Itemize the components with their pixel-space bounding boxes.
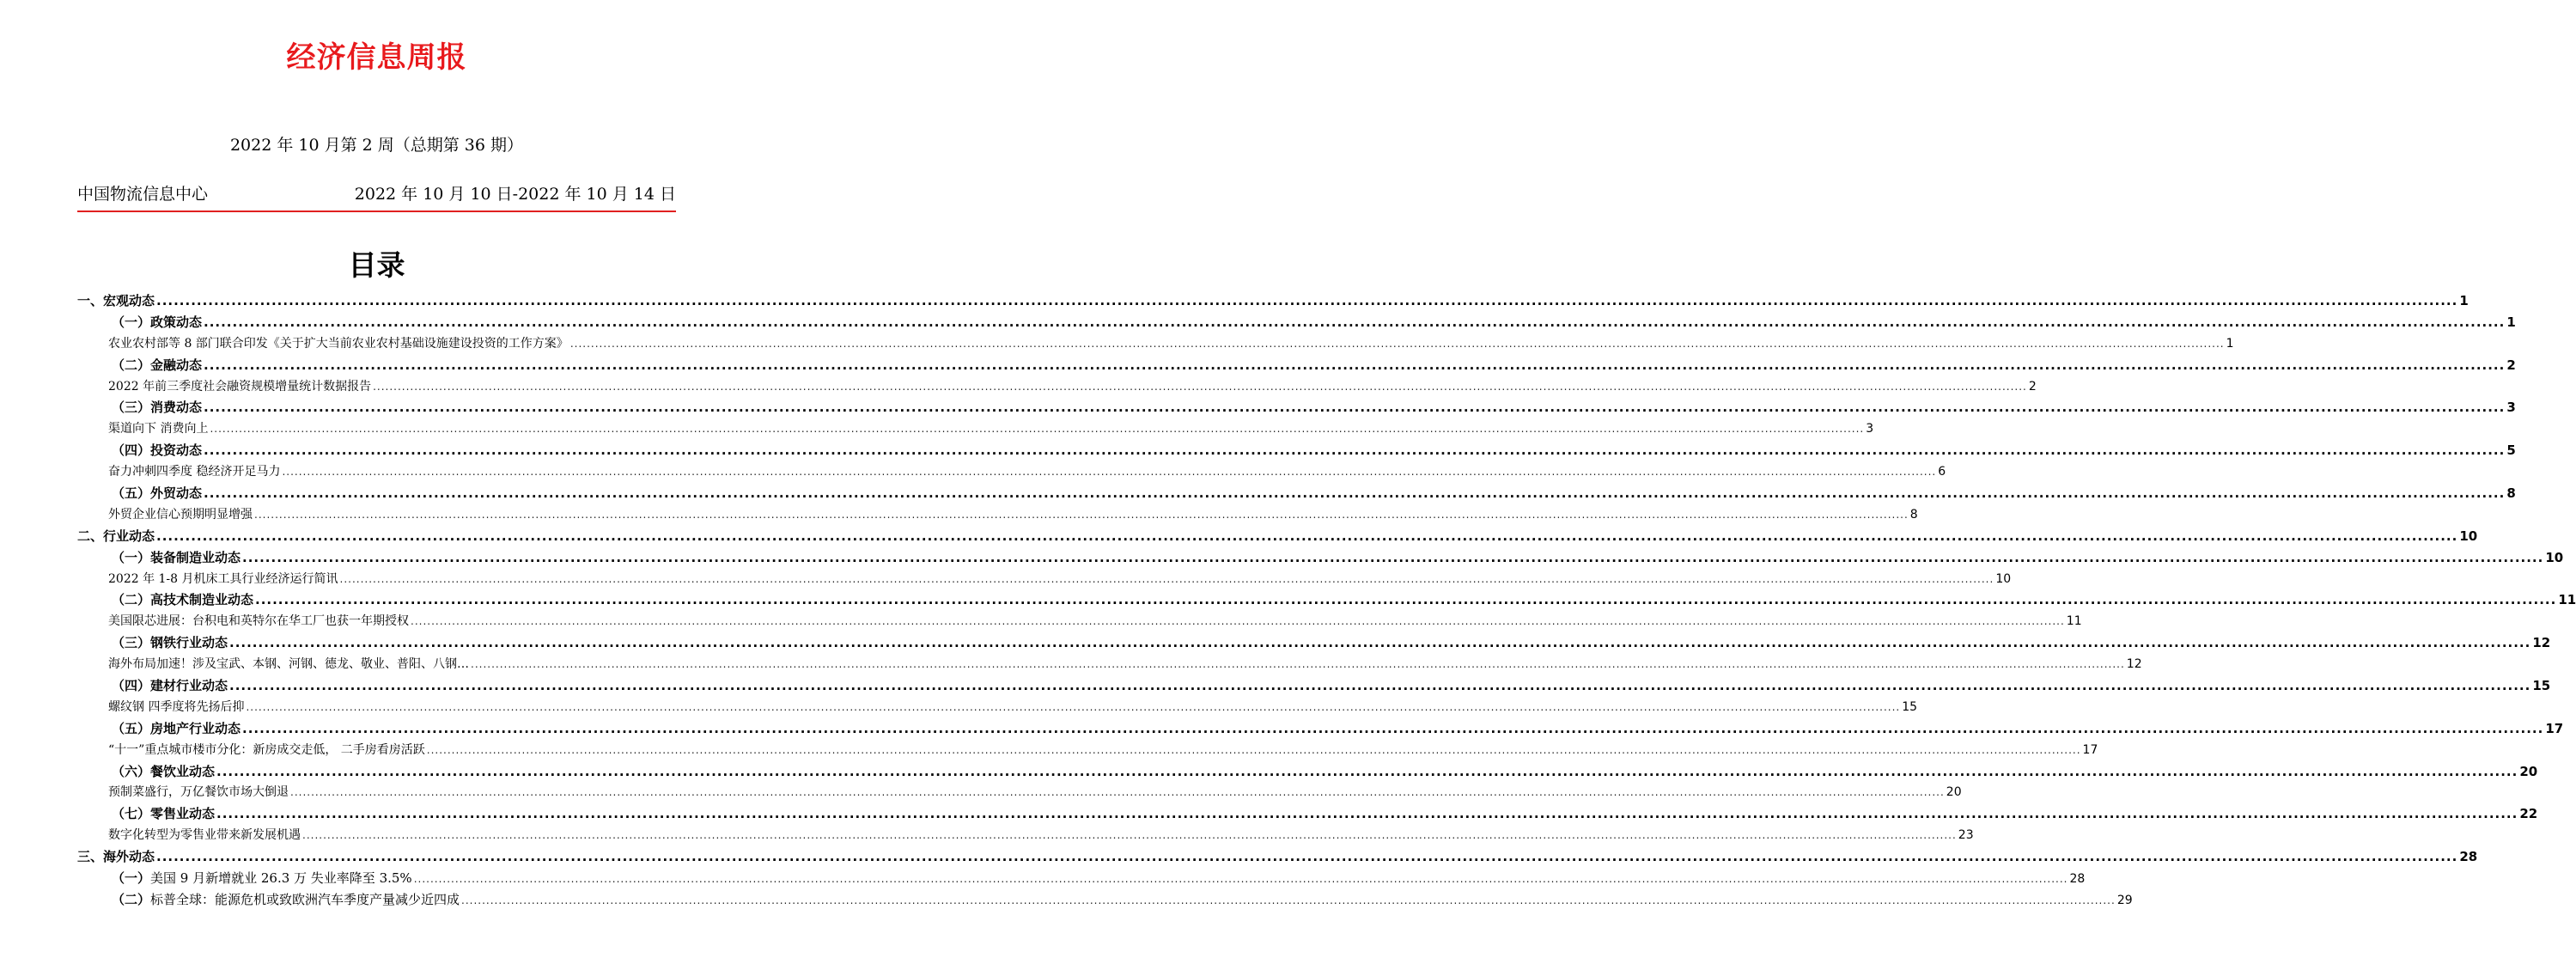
toc-page-number: 2 xyxy=(2028,379,2037,394)
toc-page-number: 1 xyxy=(2506,314,2516,330)
dot-leader: ................................................................................................................................................................................................................................................................................................................................................................................................................ xyxy=(569,337,2225,350)
toc-entry-label: （七）零售业动态 xyxy=(112,806,216,822)
toc-page-number: 20 xyxy=(1946,785,1962,800)
toc-entry-label: 螺纹钢 四季度将先扬后抑 xyxy=(108,699,245,714)
toc-entry[interactable] xyxy=(77,313,2516,334)
dot-leader: ................................................................................................................................................................................................................................................................................................................................................................................................................ xyxy=(204,400,2506,416)
table-of-contents xyxy=(77,291,2576,912)
toc-entry-text: 标普全球：能源危机或致欧洲汽车季度产量减少近四成 xyxy=(150,891,460,907)
toc-entry-label: （五）房地产行业动态 xyxy=(112,720,241,736)
toc-entry[interactable] xyxy=(77,505,1918,527)
dot-leader: ................................................................................................................................................................................................................................................................................................................................................................................................................ xyxy=(339,572,1994,585)
toc-page-number: 12 xyxy=(2126,657,2142,672)
header-divider xyxy=(77,211,676,212)
publisher: 中国物流信息中心 xyxy=(77,185,209,204)
toc-entry-label: （六）餐饮业动态 xyxy=(112,763,216,779)
dot-leader: ................................................................................................................................................................................................................................................................................................................................................................................................................ xyxy=(204,357,2506,373)
toc-entry[interactable] xyxy=(77,741,2098,762)
dot-leader: ................................................................................................................................................................................................................................................................................................................................................................................................................ xyxy=(254,508,1909,521)
dot-leader: ................................................................................................................................................................................................................................................................................................................................................................................................................ xyxy=(216,763,2518,779)
toc-page-number: 22 xyxy=(2519,806,2538,822)
toc-page-number: 8 xyxy=(1909,507,1918,522)
toc-entry-label: 2022 年前三季度社会融资规模增量统计数据报告 xyxy=(108,379,372,394)
toc-page-number: 28 xyxy=(2069,872,2086,887)
toc-entry[interactable] xyxy=(77,356,2516,377)
toc-page-number: 3 xyxy=(1866,422,1874,436)
toc-entry-label: 预制菜盛行，万亿餐饮市场大倒退 xyxy=(108,785,289,800)
toc-page-number: 3 xyxy=(2506,400,2516,416)
toc-entry-label: （二）高技术制造业动态 xyxy=(112,592,254,608)
toc-entry[interactable] xyxy=(77,334,2234,356)
toc-page-number: 10 xyxy=(2545,549,2564,565)
toc-entry-label: （五）外贸动态 xyxy=(112,485,203,502)
toc-entry[interactable] xyxy=(77,590,2576,612)
issue-line: 2022 年 10 月第 2 周（总期第 36 期） xyxy=(229,136,524,155)
toc-page-number: 10 xyxy=(2459,528,2478,544)
toc-entry-number: （一） xyxy=(112,870,151,887)
toc-entry-text: 美国 9 月新增就业 26.3 万 失业率降至 3.5% xyxy=(150,870,412,887)
dot-leader: ................................................................................................................................................................................................................................................................................................................................................................................................................ xyxy=(302,829,1957,842)
dot-leader: ................................................................................................................................................................................................................................................................................................................................................................................................................ xyxy=(210,423,1865,436)
toc-page-number: 1 xyxy=(2459,293,2469,308)
toc-page-number: 11 xyxy=(2558,592,2576,608)
dot-leader: ................................................................................................................................................................................................................................................................................................................................................................................................................ xyxy=(229,635,2531,651)
toc-entry-label: （二）金融动态 xyxy=(112,357,203,373)
toc-page-number: 1 xyxy=(2226,336,2234,351)
dot-leader: ................................................................................................................................................................................................................................................................................................................................................................................................................ xyxy=(426,743,2081,756)
toc-entry[interactable] xyxy=(77,419,1874,441)
toc-entry-label: 奋力冲刺四季度 稳经济开足马力 xyxy=(108,465,281,479)
toc-entry-label: （一）政策动态 xyxy=(112,314,203,330)
dot-leader: ................................................................................................................................................................................................................................................................................................................................................................................................................ xyxy=(255,592,2557,608)
toc-entry-label xyxy=(112,869,412,887)
toc-entry[interactable] xyxy=(77,762,2538,784)
toc-page-number: 28 xyxy=(2459,849,2478,865)
dot-leader: ................................................................................................................................................................................................................................................................................................................................................................................................................ xyxy=(282,466,1937,479)
toc-page-number: 23 xyxy=(1958,828,1974,843)
toc-entry-label: 渠道向下 消费向上 xyxy=(108,422,209,436)
dot-leader: ................................................................................................................................................................................................................................................................................................................................................................................................................ xyxy=(156,293,2458,308)
toc-page-number: 15 xyxy=(2532,678,2551,694)
toc-page-number: 8 xyxy=(2506,485,2516,502)
toc-page-number: 5 xyxy=(2506,442,2516,459)
toc-entry[interactable] xyxy=(77,655,2142,676)
dot-leader: ................................................................................................................................................................................................................................................................................................................................................................................................................ xyxy=(373,380,2027,393)
toc-entry[interactable] xyxy=(77,633,2551,655)
toc-entry-label: 二、行业动态 xyxy=(77,528,155,544)
toc-entry[interactable] xyxy=(77,548,2564,570)
dot-leader: ................................................................................................................................................................................................................................................................................................................................................................................................................ xyxy=(290,786,1945,799)
dot-leader: ................................................................................................................................................................................................................................................................................................................................................................................................................ xyxy=(229,678,2531,694)
dot-leader: ................................................................................................................................................................................................................................................................................................................................................................................................................ xyxy=(156,528,2458,544)
toc-entry[interactable] xyxy=(77,783,1962,804)
toc-page-number: 15 xyxy=(1902,699,1918,714)
toc-entry-label: 2022 年 1-8 月机床工具行业经济运行简讯 xyxy=(108,571,338,586)
toc-entry-label: （一）装备制造业动态 xyxy=(112,549,241,565)
toc-entry[interactable] xyxy=(77,612,2082,633)
toc-entry[interactable] xyxy=(77,890,2133,912)
report-title: 经济信息周报 xyxy=(286,40,467,75)
toc-entry-label: （四）建材行业动态 xyxy=(112,678,228,694)
dot-leader: ................................................................................................................................................................................................................................................................................................................................................................................................................ xyxy=(204,485,2506,502)
toc-entry[interactable] xyxy=(77,527,2478,548)
toc-page-number: 12 xyxy=(2532,635,2551,651)
toc-entry[interactable] xyxy=(77,441,2516,462)
toc-entry[interactable] xyxy=(77,719,2564,741)
toc-entry-label: 三、海外动态 xyxy=(77,849,155,865)
toc-page-number: 17 xyxy=(2545,720,2564,736)
dot-leader: ................................................................................................................................................................................................................................................................................................................................................................................................................ xyxy=(204,314,2506,330)
dot-leader: ................................................................................................................................................................................................................................................................................................................................................................................................................ xyxy=(204,442,2506,459)
toc-entry-label: 农业农村部等 8 部门联合印发《关于扩大当前农业农村基础设施建设投资的工作方案》 xyxy=(108,336,569,351)
toc-entry[interactable] xyxy=(77,570,2012,591)
masthead-meta xyxy=(77,182,676,203)
toc-page-number: 20 xyxy=(2519,763,2538,779)
dot-leader: ................................................................................................................................................................................................................................................................................................................................................................................................................ xyxy=(242,549,2544,565)
toc-entry[interactable] xyxy=(77,377,2037,399)
toc-entry[interactable] xyxy=(77,291,2469,313)
toc-entry-number: （二） xyxy=(112,891,151,907)
toc-page-number: 6 xyxy=(1938,465,1946,479)
toc-entry[interactable] xyxy=(77,398,2516,419)
toc-entry[interactable] xyxy=(77,462,1946,484)
toc-page-number: 10 xyxy=(1995,571,2012,586)
toc-page-number: 29 xyxy=(2116,893,2133,907)
toc-entry-label: （四）投资动态 xyxy=(112,442,203,459)
dot-leader: ................................................................................................................................................................................................................................................................................................................................................................................................................ xyxy=(216,806,2518,822)
toc-page-number: 2 xyxy=(2506,357,2516,373)
toc-page-number: 17 xyxy=(2082,742,2098,757)
dot-leader: ................................................................................................................................................................................................................................................................................................................................................................................................................ xyxy=(246,700,1901,713)
toc-entry[interactable] xyxy=(77,847,2478,869)
toc-heading: 目录 xyxy=(348,248,405,282)
date-range: 2022 年 10 月 10 日-2022 年 10 月 14 日 xyxy=(354,185,676,204)
toc-entry[interactable] xyxy=(77,676,2551,698)
dot-leader: ................................................................................................................................................................................................................................................................................................................................................................................................................ xyxy=(156,849,2458,865)
toc-page-number: 11 xyxy=(2066,614,2082,629)
toc-entry-label: （三）钢铁行业动态 xyxy=(112,635,228,651)
toc-entry-label: 美国限芯进展：台积电和英特尔在华工厂也获一年期授权 xyxy=(108,614,409,629)
toc-entry-label xyxy=(112,890,460,908)
dot-leader: ................................................................................................................................................................................................................................................................................................................................................................................................................ xyxy=(413,873,2068,886)
toc-entry[interactable] xyxy=(77,804,2538,826)
toc-entry-label: 一、宏观动态 xyxy=(77,293,155,308)
dot-leader: ................................................................................................................................................................................................................................................................................................................................................................................................................ xyxy=(411,615,2065,628)
dot-leader: ................................................................................................................................................................................................................................................................................................................................................................................................................ xyxy=(461,894,2116,906)
toc-entry-label: 海外布局加速！涉及宝武、本钢、河钢、德龙、敬业、普阳、八钢… xyxy=(108,657,469,672)
toc-entry-label: “十一”重点城市楼市分化：新房成交走低， 二手房看房活跃 xyxy=(108,742,425,757)
toc-entry[interactable] xyxy=(77,869,2086,890)
toc-entry-label: 数字化转型为零售业带来新发展机遇 xyxy=(108,828,301,843)
toc-entry[interactable] xyxy=(77,484,2516,505)
dot-leader: ................................................................................................................................................................................................................................................................................................................................................................................................................ xyxy=(242,720,2544,736)
dot-leader: ................................................................................................................................................................................................................................................................................................................................................................................................................ xyxy=(471,658,2125,671)
toc-entry-label: 外贸企业信心预期明显增强 xyxy=(108,507,253,522)
toc-entry[interactable] xyxy=(77,826,1974,847)
toc-entry[interactable] xyxy=(77,698,1918,719)
toc-entry-label: （三）消费动态 xyxy=(112,400,203,416)
